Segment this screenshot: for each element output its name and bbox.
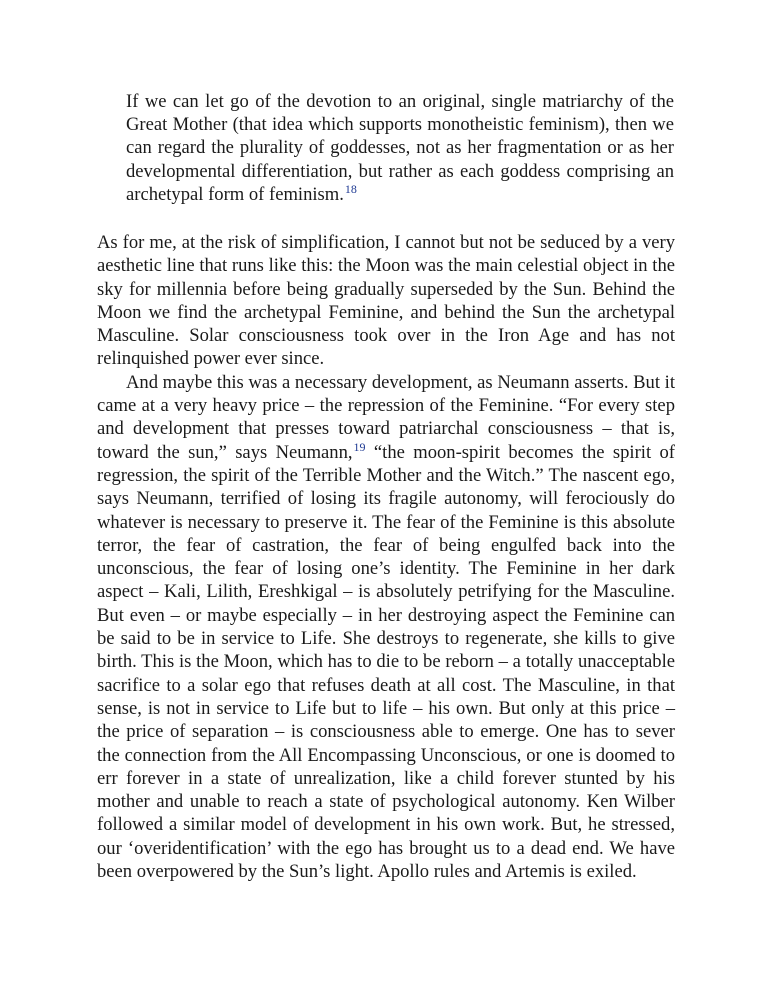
block-quote-text: If we can let go of the devotion to an original, single matriarchy of the Great Mother (that idea which supports monotheistic feminism), then we can regard the plurality of goddesses, not as her fragmentation or as her developmental differentiation, but rather as each goddess comprising an archetypal form of feminism.	[126, 91, 674, 205]
footnote-ref-18[interactable]: 18	[344, 181, 357, 196]
paragraph-1: As for me, at the risk of simplification, I cannot but not be seduced by a very aesthetic line that runs like this: the Moon was the main celestial object in the sky for millennia before being gradually superseded by the Sun. Behind the Moon we find the archetypal Feminine, and behind the Sun the archetypal Masculine. Solar consciousness took over in the Iron Age and has not relinquished power ever since.	[97, 232, 675, 370]
footnote-ref-19[interactable]: 19	[353, 439, 366, 454]
paragraph-2	[97, 371, 675, 884]
paragraph-2-text-before: And maybe this was a necessary development, as Neumann asserts. But it came at a very heavy price – the repression of the Feminine. “For every step and development that presses toward patriarchal consciousness – that is, toward the sun,” says Neumann,	[97, 371, 675, 463]
paragraph-2-text-after: “the moon-spirit becomes the spirit of regression, the spirit of the Terrible Mother and the Witch.” The nascent ego, says Neumann, terrified of losing its fragile autonomy, will ferociously do whatever is necessary to preserve it. The fear of the Feminine is this absolute terror, the fear of castration, the fear of being engulfed back into the unconscious, the fear of losing one’s identity. The Feminine in her dark aspect – Kali, Lilith, Ereshkigal – is absolutely petrifying for the Masculine. But even – or maybe especially – in her destroying aspect the Feminine can be said to be in service to Life. She destroys to regenerate, she kills to give birth. This is the Moon, which has to die to be reborn – a totally unacceptable sacrifice to a solar ego that refuses death at all cost. The Masculine, in that sense, is not in service to Life but to life – his own. But only at this price – the price of separation – is consciousness able to emerge. One has to sever the connection from the All Encompassing Unconscious, or one is doomed to err forever in a state of unrealization, like a child forever stunted by his mother and unable to reach a state of psychological autonomy. Ken Wilber followed a similar model of development in his own work. But, he stressed, our ‘overidentification’ with the ego has brought us to a dead end. We have been overpowered by the Sun’s light. Apollo rules and Artemis is exiled.	[97, 441, 675, 883]
body-text	[97, 231, 675, 883]
block-quote	[126, 90, 674, 206]
